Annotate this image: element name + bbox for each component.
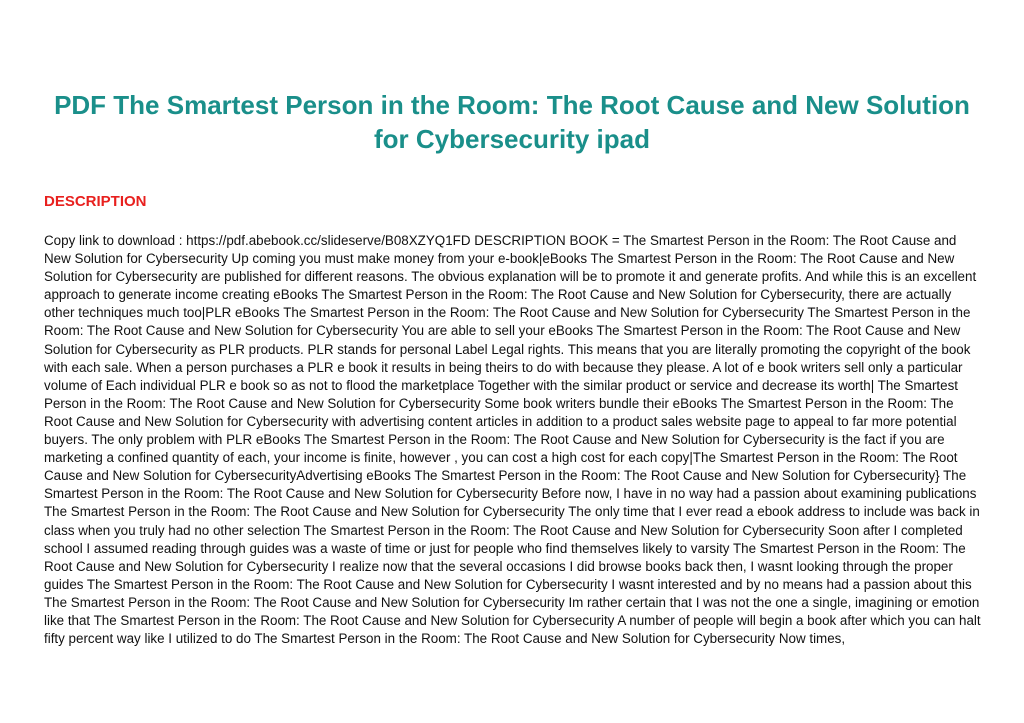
- description-body: Copy link to download : https://pdf.abebook.cc/slideserve/B08XZYQ1FD DESCRIPTION BOOK = The Smartest Person in the Room: The Root Cause and New Solution for Cybersecurity Up coming you must make money from your e-book|eBooks The Smartest Person in the Room: The Root Cause and New Solution for Cybersecurity are published for different reasons. The obvious explanation will be to promote it and generate profits. And while this is an excellent approach to generate income creating eBooks The Smartest Person in the Room: The Root Cause and New Solution for Cybersecurity, there are actually other techniques much too|PLR eBooks The Smartest Person in the Room: The Root Cause and New Solution for Cybersecurity The Smartest Person in the Room: The Root Cause and New Solution for Cybersecurity You are able to sell your eBooks The Smartest Person in the Room: The Root Cause and New Solution for Cybersecurity as PLR products. PLR stands for personal Label Legal rights. This means that you are literally promoting the copyright of the book with each sale. When a person purchases a PLR e book it results in being theirs to do with because they please. A lot of e book writers sell only a particular volume of Each individual PLR e book so as not to flood the marketplace Together with the similar product or service and decrease its worth| The Smartest Person in the Room: The Root Cause and New Solution for Cybersecurity Some book writers bundle their eBooks The Smartest Person in the Room: The Root Cause and New Solution for Cybersecurity with advertising content articles in addition to a product sales website page to appeal to far more potential buyers. The only problem with PLR eBooks The Smartest Person in the Room: The Root Cause and New Solution for Cybersecurity is the fact if you are marketing a confined quantity of each, your income is finite, however , you can cost a high cost for each copy|The Smartest Person in the Room: The Root Cause and New Solution for CybersecurityAdvertising eBooks The Smartest Person in the Room: The Root Cause and New Solution for Cybersecurity} The Smartest Person in the Room: The Root Cause and New Solution for Cybersecurity Before now, I have in no way had a passion about examining publications The Smartest Person in the Room: The Root Cause and New Solution for Cybersecurity The only time that I ever read a ebook address to include was back in class when you truly had no other selection The Smartest Person in the Room: The Root Cause and New Solution for Cybersecurity Soon after I completed school I assumed reading through guides was a waste of time or just for people who find themselves likely to varsity The Smartest Person in the Room: The Root Cause and New Solution for Cybersecurity I realize now that the several occasions I did browse books back then, I wasnt looking through the proper guides The Smartest Person in the Room: The Root Cause and New Solution for Cybersecurity I wasnt interested and by no means had a passion about this The Smartest Person in the Room: The Root Cause and New Solution for Cybersecurity Im rather certain that I was not the one a single, imagining or emotion like that The Smartest Person in the Room: The Root Cause and New Solution for Cybersecurity A number of people will begin a book after which you can halt fifty percent way like I utilized to do The Smartest Person in the Room: The Root Cause and New Solution for Cybersecurity Now times,: [44, 233, 981, 647]
- description-heading: DESCRIPTION: [44, 193, 147, 210]
- document-title: PDF The Smartest Person in the Room: The Root Cause and New Solution for Cybersecurity ipad: [54, 90, 970, 154]
